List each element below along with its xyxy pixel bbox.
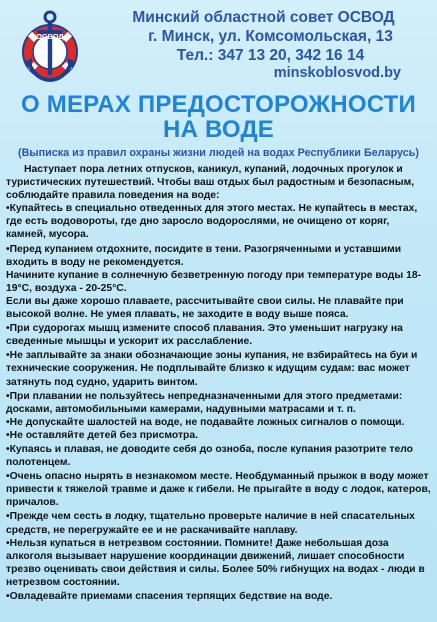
rule-paragraph: •Не допускайте шалостей на воде, не подавайте ложных сигналов о помощи. [6, 416, 405, 428]
logo-text: ОСВОД [36, 32, 64, 41]
rule-paragraph: •Перед купанием отдохните, посидите в тени. Разогряченными и уставшими входить в воду не рекомендуется. [6, 243, 402, 268]
rule-paragraph: Если вы даже хорошо плаваете, рассчитывайте свои силы. Не плавайте при высокой волне. Не умея плавать, не заходите в воду выше пояса. [6, 295, 404, 321]
rule-paragraph: •При судорогах мышц измените способ плавания. Это уменьшит нагрузку на сведенные мышцы и ускорит их расслабление. [6, 323, 403, 348]
org-website[interactable]: minskoblosvod.by [273, 65, 401, 81]
rule-paragraph: Начините купание в солнечную безветренную погоду при температуре воды 18-19°С, воздуха - 20-25°С. [6, 269, 422, 294]
title-line-2: НА ВОДЕ [163, 116, 274, 143]
rule-paragraph: •Купайтесь в специально отведенных для этого местах. Не купайтесь в местах, где есть водовороты, где дно заросло водорослями, не очищено от коряг, камней, мусора. [6, 203, 418, 241]
rule-paragraph: •Не оставляйте детей без присмотра. [6, 429, 199, 441]
title-line-1: О МЕРАХ ПРЕДОСТОРОЖНОСТИ [21, 91, 416, 118]
rule-paragraph: •Овладевайте приемами спасения терпящих бедствие на воде. [6, 591, 333, 602]
header [6, 0, 431, 88]
org-contacts [98, 8, 423, 82]
rule-paragraph: •Нельзя купаться в нетрезвом состоянии. Помните! Даже небольшая доза алкоголя вызывает нарушение координации движений, лишает способности трезво оценивать свои действия и силы. Более 50% гибнущих на водах - люди в нетрезвом состоянии. [6, 537, 425, 588]
rule-paragraph: •Не заплывайте за знаки обозначающие зоны купания, не взбирайтесь на буи и технические сооружения. Не подплывайте близко к идущим судам: вас может затянуть под судно, ударить винтом. [6, 350, 418, 388]
org-name: Минский областной совет ОСВОД [132, 9, 395, 26]
rule-paragraph: •Купаясь и плавая, не доводите себя до озноба, после купания разотрите тело полотенцем. [6, 443, 413, 469]
page-title [6, 92, 431, 142]
intro-paragraph: Наступает пора летних отпусков, каникул, купаний, лодочных прогулок и туристических путешествий. Чтобы ваш отдых был радостным и безопасным, соблюдайте правила поведения на воде: [6, 164, 415, 202]
rule-paragraph: •Прежде чем сесть в лодку, тщательно проверьте наличие в ней спасательных средств, не перегружайте ее и не раскачивайте наплаву. [6, 511, 415, 536]
subtitle: (Выписка из правил охраны жизни людей на водах Республики Беларусь) [17, 147, 420, 159]
rule-paragraph: •При плавании не пользуйтесь непредназначенными для этого предметами: досками, автомобильными камерами, надувными матрасами и т. п. [6, 390, 403, 415]
org-phones: Тел.: 347 13 20, 342 16 14 [176, 47, 365, 64]
org-address: г. Минск, ул. Комсомольская, 13 [148, 28, 393, 45]
osvod-anchor-logo [16, 6, 84, 86]
rule-paragraph: •Очень опасно нырять в незнакомом месте. Необдуманный прыжок в воду может привести к тяжелой травме и даже к гибели. Не прыгайте в воду с лодок, катеров, причалов. [6, 471, 431, 509]
rules-text [6, 163, 431, 603]
